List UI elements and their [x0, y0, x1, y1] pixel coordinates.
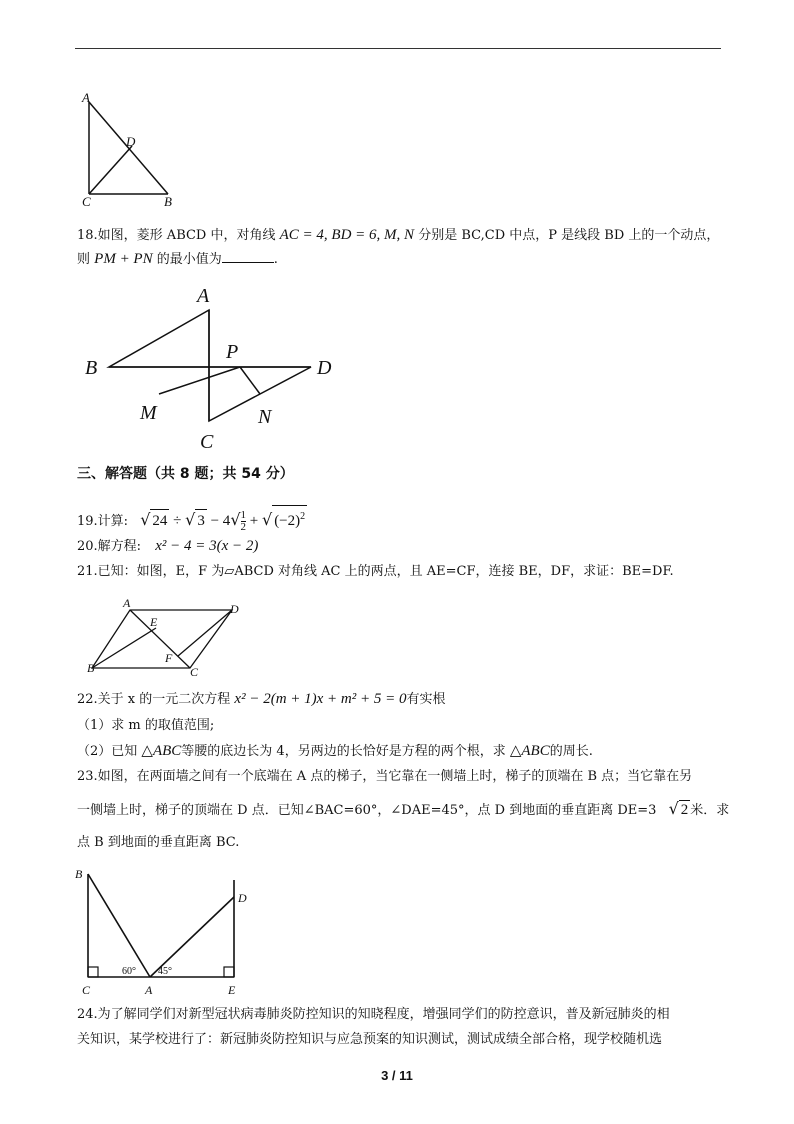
answer-blank	[222, 250, 274, 263]
q24-line1: 24.为了解同学们对新型冠状病毒肺炎防控知识的知晓程度，增强同学们的防控意识，普及新冠肺炎的相	[77, 1007, 670, 1022]
ladder-figure	[72, 862, 252, 1000]
q18-line1	[77, 226, 719, 245]
q22-equation: x² − 2(m + 1)x + m² + 5 = 0	[234, 691, 407, 707]
label-c: C	[190, 665, 199, 679]
label-a: A	[197, 285, 210, 307]
label-b: B	[87, 661, 95, 675]
q19-fraction	[241, 510, 247, 533]
q23-sqrt2: 2	[680, 802, 689, 818]
label-c: C	[200, 431, 214, 453]
q22-part2	[77, 742, 593, 761]
page-number: 3 / 11	[381, 1068, 413, 1083]
rhombus-figure	[80, 280, 350, 455]
label-d: D	[238, 891, 247, 905]
parallelogram-figure	[82, 596, 252, 680]
label-n: N	[258, 406, 272, 428]
q23-line1: 23.如图，在两面墙之间有一个底端在 A 点的梯子，当它靠在一侧墙上时，梯子的顶端在 B 点；当它靠在另	[77, 769, 693, 784]
frac-denominator: 2	[240, 521, 247, 534]
q19-op-minus: − 4	[210, 513, 231, 529]
q21-line: 21.已知：如图，E，F 为▱ABCD 对角线 AC 上的两点，且 AE=CF，连接 BE，DF，求证：BE=DF.	[77, 564, 674, 579]
angle-60-label: 60°	[122, 966, 136, 977]
q22-pre: 22.关于 x 的一元二次方程	[77, 692, 231, 707]
q22-p2-mid: 等腰的底边长为 4，另两边的长恰好是方程的两个根，求	[181, 744, 506, 759]
frac-numerator: 1	[240, 509, 247, 522]
label-d: D	[230, 602, 239, 616]
label-a: A	[82, 90, 90, 105]
label-c: C	[82, 194, 91, 209]
q18-period: .	[273, 252, 278, 267]
q24-line2: 关知识，某学校进行了：新冠肺炎防控知识与应急预案的知识测试，测试成绩全部合格，现学校随机选	[77, 1032, 663, 1047]
angle-45-label: 45°	[158, 966, 172, 977]
q19-sqrt3: 3	[195, 509, 207, 532]
section-heading: 三、解答题（共 8 题；共 54 分）	[77, 466, 294, 482]
q19-sqrt24: 24	[150, 509, 169, 532]
label-d: D	[126, 134, 136, 149]
q22-triangle: △ABC	[141, 743, 182, 759]
q23-line3: 点 B 到地面的垂直距离 BC.	[77, 835, 240, 850]
label-m: M	[140, 402, 157, 424]
q23-line2-post: 米．求	[690, 803, 730, 818]
q18-math2: PM + PN	[94, 251, 153, 267]
q19-op-divide: ÷	[173, 513, 182, 529]
q18-text-post: 分别是 BC,CD 中点，P 是线段 BD 上的一个动点，	[418, 228, 720, 243]
q22-triangle2: △ABC	[509, 743, 550, 759]
label-a: A	[123, 596, 131, 610]
q18-line2	[77, 250, 278, 269]
q22-p2-post: 的周长.	[549, 744, 593, 759]
label-c: C	[82, 983, 91, 997]
q19-label: 19.计算:	[77, 514, 129, 529]
q19-sqrt-neg2: $(-2)^2$	[272, 505, 307, 532]
label-b: B	[75, 867, 83, 881]
q22-line1	[77, 690, 446, 709]
q18-text-then: 则	[77, 252, 91, 267]
q20-equation: x² − 4 = 3(x − 2)	[155, 538, 259, 554]
header-rule	[75, 48, 721, 49]
q23-line2-pre: 一侧墙上时，梯子的顶端在 D 点．已知∠BAC=60°，∠DAE=45°，点 D 到地面的垂直距离 DE=3	[77, 803, 657, 818]
label-b: B	[164, 194, 172, 209]
q19-line: 19.计算: √ 24 ÷ √ 3 − 4√ $\frac{1}{2}$ + √ $(-2)^2$	[77, 505, 307, 533]
q22-post: 有实根	[406, 692, 446, 707]
q18-math1: AC = 4, BD = 6, M, N	[279, 227, 415, 243]
triangle-figure	[78, 90, 188, 212]
q22-p2-pre: （2）已知	[77, 744, 138, 759]
q20-label: 20.解方程:	[77, 539, 142, 554]
label-d: D	[317, 357, 332, 379]
label-p: P	[226, 341, 239, 363]
q22-part1: （1）求 m 的取值范围;	[77, 718, 215, 733]
label-e: E	[150, 615, 158, 629]
q18-text-pre: 18.如图，菱形 ABCD 中，对角线	[77, 228, 276, 243]
label-e: E	[228, 983, 236, 997]
label-f: F	[165, 651, 173, 665]
label-a: A	[145, 983, 153, 997]
q23-line2: 一侧墙上时，梯子的顶端在 D 点．已知∠BAC=60°，∠DAE=45°，点 D 到地面的垂直距离 DE=3 √ 2 米．求	[77, 799, 730, 818]
q20-line	[77, 537, 258, 556]
q19-op-plus: +	[249, 513, 259, 529]
q18-text-min: 的最小值为	[156, 252, 222, 267]
label-b: B	[85, 357, 98, 379]
